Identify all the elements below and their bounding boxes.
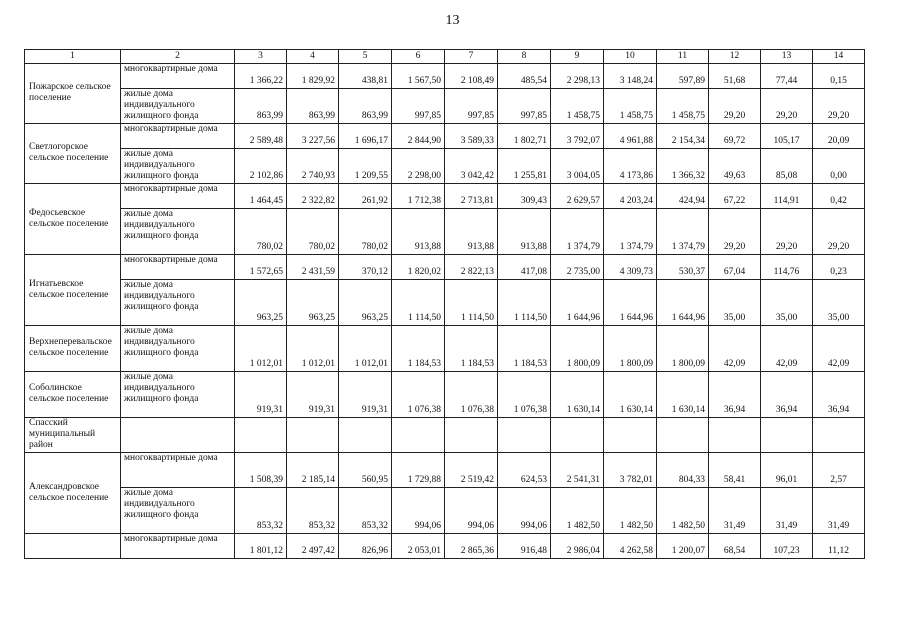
column-header: 11 xyxy=(657,50,709,64)
value-cell: 804,33 xyxy=(657,453,709,488)
settlement-name: Пожарское сельское поселение xyxy=(25,64,121,124)
column-header: 13 xyxy=(761,50,813,64)
value-cell: 1 644,96 xyxy=(551,280,604,326)
value-cell: 29,20 xyxy=(813,209,865,255)
table-row xyxy=(25,124,865,149)
table-row xyxy=(25,534,865,559)
value-cell: 2 541,31 xyxy=(551,453,604,488)
value-cell xyxy=(604,418,657,453)
table-row xyxy=(25,255,865,280)
column-header: 1 xyxy=(25,50,121,64)
value-cell: 0,00 xyxy=(813,149,865,184)
value-cell: 919,31 xyxy=(287,372,339,418)
value-cell: 2 629,57 xyxy=(551,184,604,209)
value-cell: 1 114,50 xyxy=(392,280,445,326)
value-cell: 853,32 xyxy=(235,488,287,534)
value-cell: 29,20 xyxy=(761,89,813,124)
value-cell: 3 227,56 xyxy=(287,124,339,149)
settlement-name: Игнатьевское сельское поселение xyxy=(25,255,121,326)
value-cell: 624,53 xyxy=(498,453,551,488)
value-cell: 919,31 xyxy=(339,372,392,418)
value-cell: 1 374,79 xyxy=(604,209,657,255)
value-cell: 1 374,79 xyxy=(657,209,709,255)
value-cell: 69,72 xyxy=(709,124,761,149)
column-header: 4 xyxy=(287,50,339,64)
value-cell: 3 042,42 xyxy=(445,149,498,184)
settlement-name xyxy=(25,534,121,559)
value-cell: 2 154,34 xyxy=(657,124,709,149)
value-cell: 107,23 xyxy=(761,534,813,559)
value-cell: 1 801,12 xyxy=(235,534,287,559)
column-header: 14 xyxy=(813,50,865,64)
table-row xyxy=(25,488,865,534)
value-cell: 67,04 xyxy=(709,255,761,280)
value-cell: 438,81 xyxy=(339,64,392,89)
table-row xyxy=(25,453,865,488)
value-cell: 1 458,75 xyxy=(551,89,604,124)
tariff-table xyxy=(24,49,865,559)
value-cell: 35,00 xyxy=(813,280,865,326)
value-cell: 1 800,09 xyxy=(657,326,709,372)
value-cell: 0,15 xyxy=(813,64,865,89)
housing-type: жилые дома индивидуального жилищного фонда xyxy=(121,280,235,326)
housing-type: многоквартирные дома xyxy=(121,64,235,89)
value-cell: 1 802,71 xyxy=(498,124,551,149)
value-cell: 1 076,38 xyxy=(498,372,551,418)
value-cell: 85,08 xyxy=(761,149,813,184)
value-cell: 780,02 xyxy=(287,209,339,255)
value-cell: 3 792,07 xyxy=(551,124,604,149)
value-cell: 2 298,00 xyxy=(392,149,445,184)
column-header: 9 xyxy=(551,50,604,64)
housing-type: многоквартирные дома xyxy=(121,255,235,280)
housing-type: многоквартирные дома xyxy=(121,124,235,149)
value-cell: 913,88 xyxy=(392,209,445,255)
value-cell: 29,20 xyxy=(709,209,761,255)
value-cell: 560,95 xyxy=(339,453,392,488)
housing-type: жилые дома индивидуального жилищного фонда xyxy=(121,209,235,255)
value-cell: 31,49 xyxy=(813,488,865,534)
value-cell: 11,12 xyxy=(813,534,865,559)
value-cell: 994,06 xyxy=(498,488,551,534)
value-cell xyxy=(287,418,339,453)
column-header: 10 xyxy=(604,50,657,64)
value-cell: 863,99 xyxy=(339,89,392,124)
header-row xyxy=(25,50,865,64)
value-cell: 2 431,59 xyxy=(287,255,339,280)
value-cell: 4 173,86 xyxy=(604,149,657,184)
value-cell: 1 200,07 xyxy=(657,534,709,559)
value-cell: 485,54 xyxy=(498,64,551,89)
value-cell: 863,99 xyxy=(287,89,339,124)
value-cell: 1 114,50 xyxy=(445,280,498,326)
value-cell: 1 644,96 xyxy=(604,280,657,326)
value-cell: 1 696,17 xyxy=(339,124,392,149)
value-cell: 29,20 xyxy=(709,89,761,124)
value-cell xyxy=(445,418,498,453)
value-cell: 29,20 xyxy=(813,89,865,124)
value-cell: 916,48 xyxy=(498,534,551,559)
housing-type: жилые дома индивидуального жилищного фонда xyxy=(121,326,235,372)
value-cell: 20,09 xyxy=(813,124,865,149)
column-header: 6 xyxy=(392,50,445,64)
value-cell: 4 961,88 xyxy=(604,124,657,149)
value-cell: 1 829,92 xyxy=(287,64,339,89)
value-cell: 114,91 xyxy=(761,184,813,209)
value-cell: 1 482,50 xyxy=(551,488,604,534)
value-cell: 2 108,49 xyxy=(445,64,498,89)
value-cell: 1 184,53 xyxy=(498,326,551,372)
value-cell xyxy=(813,418,865,453)
value-cell: 3 589,33 xyxy=(445,124,498,149)
value-cell: 913,88 xyxy=(498,209,551,255)
value-cell: 0,42 xyxy=(813,184,865,209)
value-cell: 1 012,01 xyxy=(235,326,287,372)
value-cell: 261,92 xyxy=(339,184,392,209)
housing-type: многоквартирные дома xyxy=(121,453,235,488)
value-cell: 597,89 xyxy=(657,64,709,89)
value-cell: 2 298,13 xyxy=(551,64,604,89)
value-cell: 1 630,14 xyxy=(604,372,657,418)
table-row xyxy=(25,326,865,372)
table-row xyxy=(25,418,865,453)
value-cell: 963,25 xyxy=(235,280,287,326)
value-cell: 1 458,75 xyxy=(657,89,709,124)
value-cell: 67,22 xyxy=(709,184,761,209)
value-cell: 36,94 xyxy=(709,372,761,418)
value-cell: 36,94 xyxy=(761,372,813,418)
value-cell: 35,00 xyxy=(709,280,761,326)
value-cell: 2 844,90 xyxy=(392,124,445,149)
value-cell: 1 366,22 xyxy=(235,64,287,89)
value-cell: 997,85 xyxy=(392,89,445,124)
column-header: 12 xyxy=(709,50,761,64)
value-cell: 4 262,58 xyxy=(604,534,657,559)
value-cell: 1 458,75 xyxy=(604,89,657,124)
value-cell: 1 482,50 xyxy=(604,488,657,534)
table-row xyxy=(25,64,865,89)
value-cell: 2 053,01 xyxy=(392,534,445,559)
table-row xyxy=(25,89,865,124)
value-cell: 1 820,02 xyxy=(392,255,445,280)
value-cell: 853,32 xyxy=(339,488,392,534)
value-cell: 4 203,24 xyxy=(604,184,657,209)
value-cell: 3 004,05 xyxy=(551,149,604,184)
value-cell: 2 519,42 xyxy=(445,453,498,488)
column-header: 8 xyxy=(498,50,551,64)
housing-type: жилые дома индивидуального жилищного фонда xyxy=(121,488,235,534)
settlement-name: Соболинское сельское поселение xyxy=(25,372,121,418)
table-row xyxy=(25,149,865,184)
column-header: 7 xyxy=(445,50,498,64)
settlement-name: Федосьевское сельское поселение xyxy=(25,184,121,255)
value-cell: 1 800,09 xyxy=(551,326,604,372)
value-cell: 963,25 xyxy=(339,280,392,326)
value-cell xyxy=(551,418,604,453)
value-cell: 3 782,01 xyxy=(604,453,657,488)
value-cell: 1 255,81 xyxy=(498,149,551,184)
value-cell: 2 322,82 xyxy=(287,184,339,209)
value-cell: 1 184,53 xyxy=(392,326,445,372)
value-cell: 77,44 xyxy=(761,64,813,89)
settlement-name: Спасский муниципальный район xyxy=(25,418,121,453)
value-cell: 997,85 xyxy=(498,89,551,124)
value-cell: 853,32 xyxy=(287,488,339,534)
value-cell: 863,99 xyxy=(235,89,287,124)
value-cell: 1 012,01 xyxy=(287,326,339,372)
table-row xyxy=(25,372,865,418)
value-cell: 2 102,86 xyxy=(235,149,287,184)
housing-type: многоквартирные дома xyxy=(121,534,235,559)
value-cell: 1 567,50 xyxy=(392,64,445,89)
value-cell: 31,49 xyxy=(761,488,813,534)
value-cell: 919,31 xyxy=(235,372,287,418)
value-cell: 1 630,14 xyxy=(551,372,604,418)
value-cell: 1 464,45 xyxy=(235,184,287,209)
value-cell: 417,08 xyxy=(498,255,551,280)
value-cell: 530,37 xyxy=(657,255,709,280)
column-header: 5 xyxy=(339,50,392,64)
column-header: 2 xyxy=(121,50,235,64)
page-number: 13 xyxy=(445,13,460,28)
value-cell xyxy=(657,418,709,453)
value-cell xyxy=(235,418,287,453)
value-cell: 309,43 xyxy=(498,184,551,209)
value-cell: 2 740,93 xyxy=(287,149,339,184)
value-cell: 1 729,88 xyxy=(392,453,445,488)
value-cell: 31,49 xyxy=(709,488,761,534)
value-cell: 42,09 xyxy=(709,326,761,372)
value-cell: 913,88 xyxy=(445,209,498,255)
value-cell: 1 374,79 xyxy=(551,209,604,255)
value-cell: 36,94 xyxy=(813,372,865,418)
housing-type: многоквартирные дома xyxy=(121,184,235,209)
value-cell: 2 185,14 xyxy=(287,453,339,488)
value-cell: 1 076,38 xyxy=(445,372,498,418)
value-cell: 2 822,13 xyxy=(445,255,498,280)
value-cell: 963,25 xyxy=(287,280,339,326)
value-cell xyxy=(392,418,445,453)
value-cell: 35,00 xyxy=(761,280,813,326)
value-cell: 424,94 xyxy=(657,184,709,209)
value-cell: 1 712,38 xyxy=(392,184,445,209)
value-cell: 105,17 xyxy=(761,124,813,149)
value-cell: 1 114,50 xyxy=(498,280,551,326)
value-cell: 2,57 xyxy=(813,453,865,488)
value-cell xyxy=(761,418,813,453)
value-cell: 42,09 xyxy=(761,326,813,372)
settlement-name: Александровское сельское поселение xyxy=(25,453,121,534)
value-cell: 997,85 xyxy=(445,89,498,124)
value-cell: 994,06 xyxy=(445,488,498,534)
value-cell xyxy=(339,418,392,453)
value-cell: 58,41 xyxy=(709,453,761,488)
housing-type: жилые дома индивидуального жилищного фонда xyxy=(121,149,235,184)
value-cell: 1 482,50 xyxy=(657,488,709,534)
value-cell: 2 497,42 xyxy=(287,534,339,559)
table-row xyxy=(25,209,865,255)
value-cell: 4 309,73 xyxy=(604,255,657,280)
value-cell: 51,68 xyxy=(709,64,761,89)
value-cell: 29,20 xyxy=(761,209,813,255)
settlement-name: Светлогорское сельское поселение xyxy=(25,124,121,184)
value-cell: 1 012,01 xyxy=(339,326,392,372)
value-cell: 1 508,39 xyxy=(235,453,287,488)
value-cell: 826,96 xyxy=(339,534,392,559)
value-cell: 2 589,48 xyxy=(235,124,287,149)
value-cell: 1 209,55 xyxy=(339,149,392,184)
value-cell: 49,63 xyxy=(709,149,761,184)
value-cell: 1 076,38 xyxy=(392,372,445,418)
value-cell: 1 184,53 xyxy=(445,326,498,372)
value-cell: 1 630,14 xyxy=(657,372,709,418)
value-cell: 96,01 xyxy=(761,453,813,488)
housing-type: жилые дома индивидуального жилищного фонда xyxy=(121,89,235,124)
value-cell xyxy=(709,418,761,453)
value-cell: 68,54 xyxy=(709,534,761,559)
housing-type xyxy=(121,418,235,453)
housing-type: жилые дома индивидуального жилищного фонда xyxy=(121,372,235,418)
column-header: 3 xyxy=(235,50,287,64)
table-row xyxy=(25,184,865,209)
value-cell: 1 800,09 xyxy=(604,326,657,372)
value-cell: 780,02 xyxy=(235,209,287,255)
value-cell: 2 713,81 xyxy=(445,184,498,209)
value-cell: 780,02 xyxy=(339,209,392,255)
value-cell: 1 644,96 xyxy=(657,280,709,326)
value-cell: 2 735,00 xyxy=(551,255,604,280)
value-cell: 2 986,04 xyxy=(551,534,604,559)
value-cell: 370,12 xyxy=(339,255,392,280)
value-cell: 42,09 xyxy=(813,326,865,372)
table-row xyxy=(25,280,865,326)
settlement-name: Верхнеперевальское сельское поселение xyxy=(25,326,121,372)
value-cell: 0,23 xyxy=(813,255,865,280)
value-cell xyxy=(498,418,551,453)
value-cell: 114,76 xyxy=(761,255,813,280)
value-cell: 994,06 xyxy=(392,488,445,534)
value-cell: 3 148,24 xyxy=(604,64,657,89)
value-cell: 1 572,65 xyxy=(235,255,287,280)
value-cell: 1 366,32 xyxy=(657,149,709,184)
value-cell: 2 865,36 xyxy=(445,534,498,559)
